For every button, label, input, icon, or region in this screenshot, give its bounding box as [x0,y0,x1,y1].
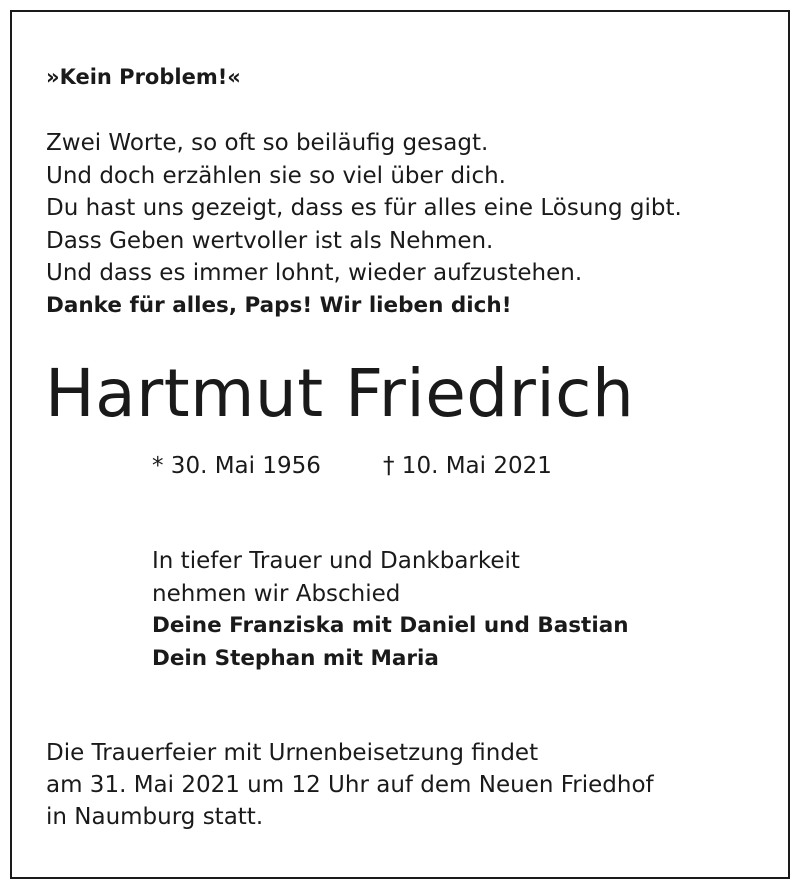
funeral-info [46,737,654,833]
poem-line: Zwei Worte, so oft so beiläufig gesagt. [46,130,489,156]
funeral-line: am 31. Mai 2021 um 12 Uhr auf dem Neuen Friedhof [46,772,654,798]
poem-closing: Danke für alles, Paps! Wir lieben dich! [46,292,512,318]
poem-line: Und doch erzählen sie so viel über dich. [46,162,506,189]
mourners-line: nehmen wir Abschied [152,580,401,607]
funeral-line: Die Trauerfeier mit Urnenbeisetzung findet [46,740,539,766]
poem-line: Du hast uns gezeigt, dass es für alles eine Lösung gibt. [46,195,682,221]
birth-date: * 30. Mai 1956 [152,453,321,479]
funeral-line: in Naumburg statt. [46,804,264,830]
mourners-line: In tiefer Trauer und Dankbarkeit [152,548,520,574]
family-line: Dein Stephan mit Maria [152,645,439,671]
poem-block [46,127,682,322]
notice-heading: »Kein Problem!« [46,65,241,89]
death-date: † 10. Mai 2021 [383,453,552,479]
poem-line: Dass Geben wertvoller ist als Nehmen. [46,227,494,254]
family-line: Deine Franziska mit Daniel und Bastian [152,613,629,638]
mourners-block [152,545,629,675]
deceased-name: Hartmut Friedrich [45,355,635,432]
poem-line: Und dass es immer lohnt, wieder aufzustehen. [46,260,583,286]
